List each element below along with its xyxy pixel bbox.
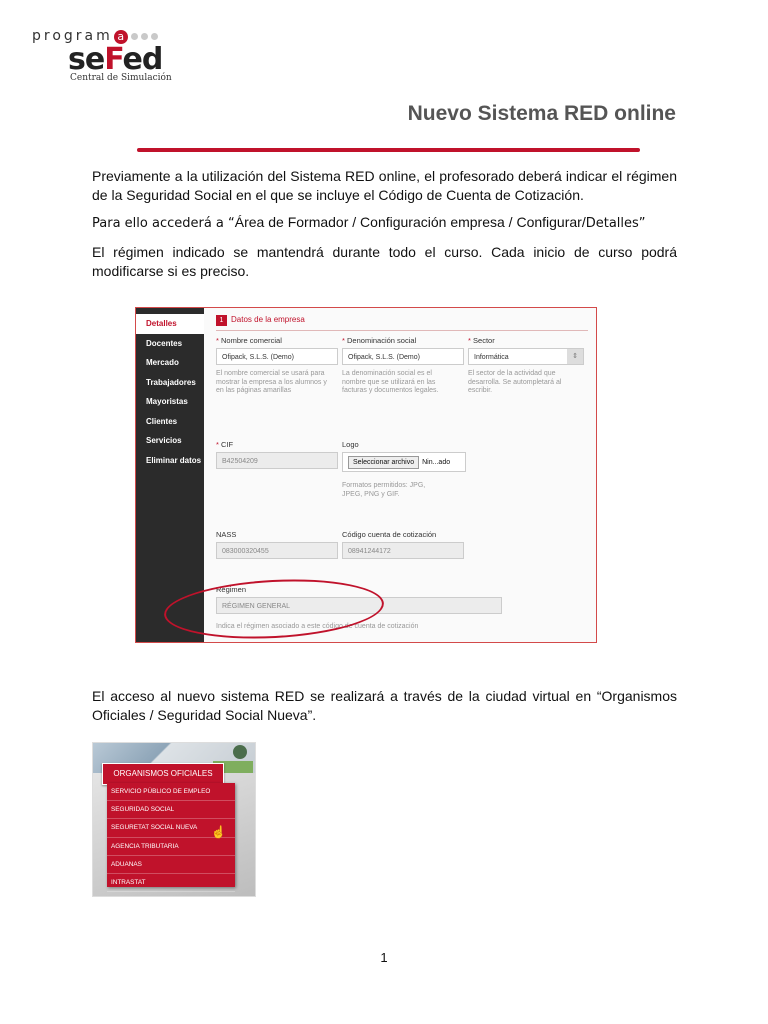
sefed-logo	[32, 28, 172, 98]
title-divider	[137, 148, 640, 152]
logo-programa: program a	[32, 28, 172, 44]
sector-help: El sector de la actividad que desarrolla. Se autompletará al escribir.	[468, 370, 562, 394]
sidebar-item-docentes[interactable]: Docentes	[146, 338, 183, 348]
paragraph-intro: Previamente a la utilización del Sistema RED online, el profesorado deberá indicar el régimen de la Seguridad Social en el que se incluye el Código de Cuenta de Cotización.	[92, 168, 677, 203]
sidebar-item-mercado[interactable]: Mercado	[146, 358, 179, 367]
paragraph-course: El régimen indicado se mantendrá durante todo el curso. Cada inicio de curso podrá modificarse si es preciso.	[92, 244, 677, 279]
ccc-input[interactable]: 08941244172	[342, 542, 464, 559]
menu-item-intrastat[interactable]: INTRASTAT	[107, 874, 235, 892]
nombre-label: * Nombre comercial	[216, 336, 282, 345]
regimen-help: Indica el régimen asociado a este código de cuenta de cotización	[216, 623, 419, 630]
logo-label: Logo	[342, 440, 359, 449]
organismos-oficiales-header[interactable]: ORGANISMOS OFICIALES	[102, 763, 224, 785]
page-number: 1	[380, 950, 388, 965]
denominacion-label: * Denominación social	[342, 336, 417, 345]
hand-cursor-icon: ☝	[211, 825, 226, 839]
menu-item-seguridad-social[interactable]: SEGURIDAD SOCIAL	[107, 801, 235, 819]
menu-item-aduanas[interactable]: ADUANAS	[107, 856, 235, 874]
regimen-label: Régimen	[216, 585, 247, 594]
sidebar-item-clientes[interactable]: Clientes	[146, 416, 178, 426]
denominacion-help: La denominación social es el nombre que se utilizará en las facturas y documentos legales.	[342, 370, 439, 394]
menu-item-servicio-publico-empleo[interactable]: SERVICIO PÚBLICO DE EMPLEO	[107, 783, 235, 801]
menu-item-agencia-tributaria[interactable]: AGENCIA TRIBUTARIA	[107, 838, 235, 856]
nass-input[interactable]: 083000320455	[216, 542, 338, 559]
page-title: Nuevo Sistema RED online	[407, 102, 676, 125]
nass-label: NASS	[216, 530, 237, 539]
regimen-input[interactable]: RÉGIMEN GENERAL	[216, 597, 502, 614]
tree-icon	[233, 745, 247, 759]
sector-select[interactable]: Informática ⇕	[468, 348, 584, 365]
virtual-city-screenshot	[92, 742, 256, 897]
logo-file-input[interactable]: Seleccionar archivo Nin...ado	[342, 452, 466, 472]
logo-brand: seFed	[68, 42, 163, 77]
ccc-label: Código cuenta de cotización	[342, 530, 437, 539]
logo-help: Formatos permitidos: JPG, JPEG, PNG y GIF.	[342, 482, 426, 498]
menu-item-seguretat-social-nueva[interactable]: SEGURETAT SOCIAL NUEVA	[107, 819, 235, 837]
paragraph-path: Para ello accederá a “Área de Formador / Configuración empresa / Configurar/Detalles”	[92, 214, 646, 231]
cif-input[interactable]: B42504209	[216, 452, 338, 469]
nombre-help: El nombre comercial se usará para mostrar la empresa a los alumnos y en las páginas amarillas	[216, 370, 327, 394]
paragraph-access: El acceso al nuevo sistema RED se realizará a través de la ciudad virtual en “Organismos Oficiales / Seguridad Social Nueva”.	[92, 688, 677, 723]
nombre-comercial-input[interactable]: Ofipack, S.L.S. (Demo)	[216, 348, 338, 365]
sector-label: * Sector	[468, 336, 495, 345]
select-file-button[interactable]: Seleccionar archivo	[348, 456, 419, 469]
select-arrow-icon: ⇕	[567, 349, 583, 364]
sidebar-item-eliminar-datos[interactable]: Eliminar datos	[146, 455, 202, 465]
logo-subtitle: Central de Simulación	[70, 73, 172, 83]
sidebar-item-mayoristas[interactable]: Mayoristas	[146, 397, 188, 406]
sidebar-item-servicios[interactable]: Servicios	[146, 436, 182, 445]
cif-label: * CIF	[216, 440, 234, 449]
sidebar-item-detalles[interactable]: Detalles	[136, 314, 204, 334]
section-header: 1 Datos de la empresa	[216, 315, 305, 329]
sidebar-item-trabajadores[interactable]: Trabajadores	[146, 377, 196, 387]
denominacion-social-input[interactable]: Ofipack, S.L.S. (Demo)	[342, 348, 464, 365]
company-config-screenshot	[135, 307, 597, 643]
